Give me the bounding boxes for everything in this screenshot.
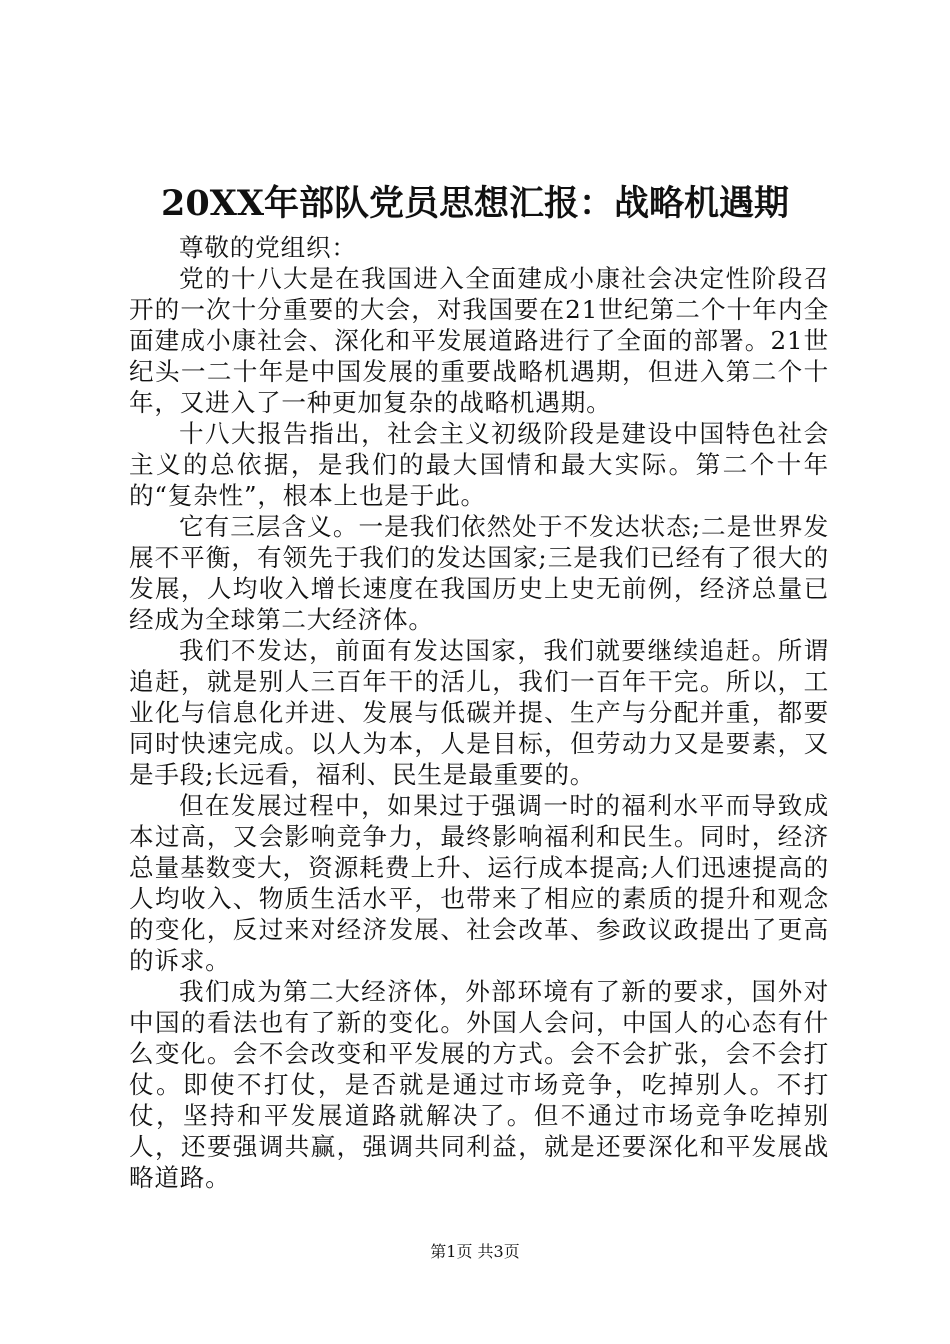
- paragraph-6: 我们成为第二大经济体，外部环境有了新的要求，国外对中国的看法也有了新的变化。外国人会问，中国人的心态有什么变化。会不会改变和平发展的方式。会不会扩张，会不会打仗。即使不打仗，是否就是通过市场竞争，吃掉别人。不打仗，坚持和平发展道路就解决了。但不通过市场竞争吃掉别人，还要强调共赢，强调共同利益，就是还要深化和平发展战略道路。: [129, 977, 829, 1192]
- paragraph-4: 我们不发达，前面有发达国家，我们就要继续追赶。所谓追赶，就是别人三百年干的活儿，我们一百年干完。所以，工业化与信息化并进、发展与低碳并提、生产与分配并重，都要同时快速完成。以人为本，人是目标，但劳动力又是要素，又是手段;长远看，福利、民生是最重要的。: [129, 636, 829, 789]
- paragraph-2: 十八大报告指出，社会主义初级阶段是建设中国特色社会主义的总依据，是我们的最大国情和最大实际。第二个十年的“复杂性”，根本上也是于此。: [129, 419, 829, 510]
- paragraph-3: 它有三层含义。一是我们依然处于不发达状态;二是世界发展不平衡，有领先于我们的发达国家;三是我们已经有了很大的发展，人均收入增长速度在我国历史上史无前例，经济总量已经成为全球第二大经济体。: [129, 512, 829, 634]
- paragraph-5: 但在发展过程中，如果过于强调一时的福利水平而导致成本过高，又会影响竞争力，最终影响福利和民生。同时，经济总量基数变大，资源耗费上升、运行成本提高;人们迅速提高的人均收入、物质生活水平，也带来了相应的素质的提升和观念的变化，反过来对经济发展、社会改革、参政议政提出了更高的诉求。: [129, 791, 829, 975]
- document-body: [129, 232, 829, 1193]
- page-number: 第1页 共3页: [430, 1242, 520, 1261]
- paragraph-1: 党的十八大是在我国进入全面建成小康社会决定性阶段召开的一次十分重要的大会，对我国要在21世纪第二个十年内全面建成小康社会、深化和平发展道路进行了全面的部署。21世纪头一二十年是中国发展的重要战略机遇期，但进入第二个十年，又进入了一种更加复杂的战略机遇期。: [129, 264, 829, 417]
- document-title: 20XX年部队党员思想汇报：战略机遇期: [160, 183, 790, 224]
- salutation: 尊敬的党组织：: [179, 233, 357, 262]
- page-footer: [0, 1241, 950, 1263]
